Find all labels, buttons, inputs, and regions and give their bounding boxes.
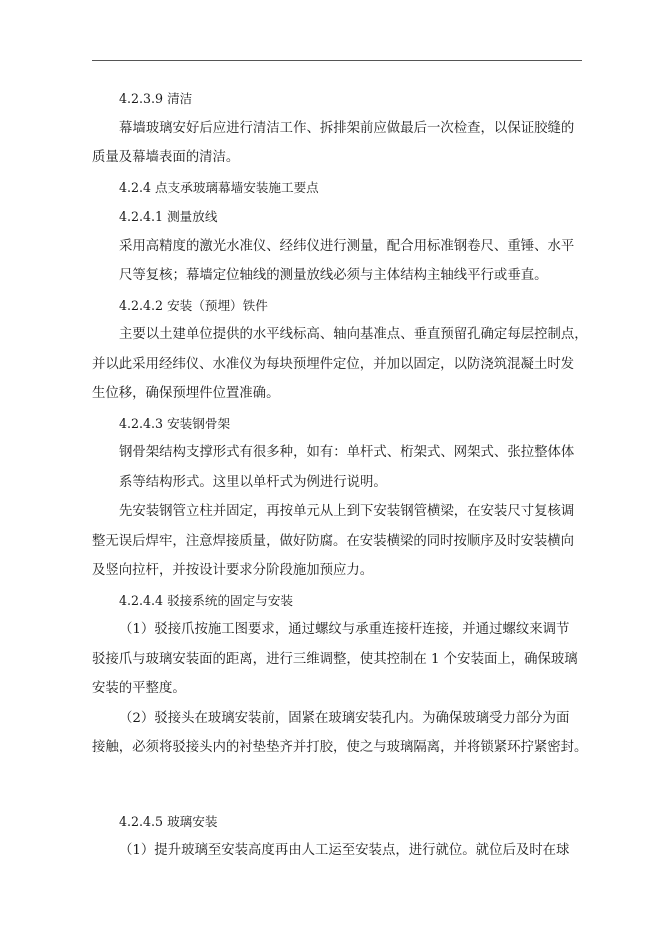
section-heading-4-2-4-3: 4.2.4.3 安装钢骨架 xyxy=(119,415,231,431)
section-heading-4-2-4: 4.2.4 点支承玻璃幕墙安装施工要点 xyxy=(119,179,319,195)
document-body xyxy=(92,84,588,866)
section-heading-4-2-4-4: 4.2.4.4 驳接系统的固定与安装 xyxy=(119,592,294,608)
paragraph-line: 驳接爪与玻璃安装面的距离，进行三维调整，使其控制在 1 个安装面上，确保玻璃 xyxy=(92,651,578,667)
section-heading-4-2-4-5: 4.2.4.5 玻璃安装 xyxy=(119,813,218,829)
paragraph-line: 安装的平整度。 xyxy=(92,681,186,696)
paragraph-line: 及竖向拉杆，并按设计要求分阶段施加预应力。 xyxy=(92,563,374,578)
paragraph-line: 系等结构形式。这里以单杆式为例进行说明。 xyxy=(119,474,387,490)
paragraph-line: （1）提升玻璃至安装高度再由人工运至安装点，进行就位。就位后及时在球 xyxy=(119,843,570,858)
paragraph-line: 先安装钢管立柱并固定，再按单元从上到下安装钢管横梁，在安装尺寸复核调 xyxy=(119,504,575,519)
section-heading-4-2-3-9: 4.2.3.9 清洁 xyxy=(119,91,193,106)
section-heading-4-2-4-1: 4.2.4.1 测量放线 xyxy=(119,209,218,224)
paragraph-line: 质量及幕墙表面的清洁。 xyxy=(92,150,240,165)
paragraph-line: （2）驳接头在玻璃安装前，固紧在玻璃安装孔内。为确保玻璃受力部分为面 xyxy=(119,710,570,726)
paragraph-line: 生位移，确保预埋件位置准确。 xyxy=(92,386,280,401)
paragraph-line: 并以此采用经纬仪、水准仪为每块预埋件定位，并加以固定，以防浇筑混凝土时发 xyxy=(92,356,575,372)
paragraph-line: 钢骨架结构支撑形式有很多种，如有：单杆式、桁架式、网架式、张拉整体体 xyxy=(119,445,575,460)
blank-spacer xyxy=(92,763,582,807)
section-heading-4-2-4-2: 4.2.4.2 安装（预埋）铁件 xyxy=(119,297,268,313)
paragraph-line: 尺等复核；幕墙定位轴线的测量放线必须与主体结构主轴线平行或垂直。 xyxy=(119,268,548,283)
header-rule xyxy=(92,60,582,61)
paragraph-line: 主要以土建单位提供的水平线标高、轴向基准点、垂直预留孔确定每层控制点， xyxy=(119,327,588,342)
paragraph-line: 整无误后焊牢，注意焊接质量，做好防腐。在安装横梁的同时按顺序及时安装横向 xyxy=(92,533,575,549)
paragraph-line: 接触，必须将驳接头内的衬垫垫齐并打胶，使之与玻璃隔离，并将锁紧环拧紧密封。 xyxy=(92,740,588,755)
paragraph-line: 采用高精度的激光水准仪、经纬仪进行测量，配合用标准钢卷尺、重锤、水平 xyxy=(119,238,575,254)
paragraph-line: 幕墙玻璃安好后应进行清洁工作、拆排架前应做最后一次检查，以保证胶缝的 xyxy=(119,120,575,136)
paragraph-line: （1）驳接爪按施工图要求，通过螺纹与承重连接杆连接，并通过螺纹来调节 xyxy=(119,622,570,637)
